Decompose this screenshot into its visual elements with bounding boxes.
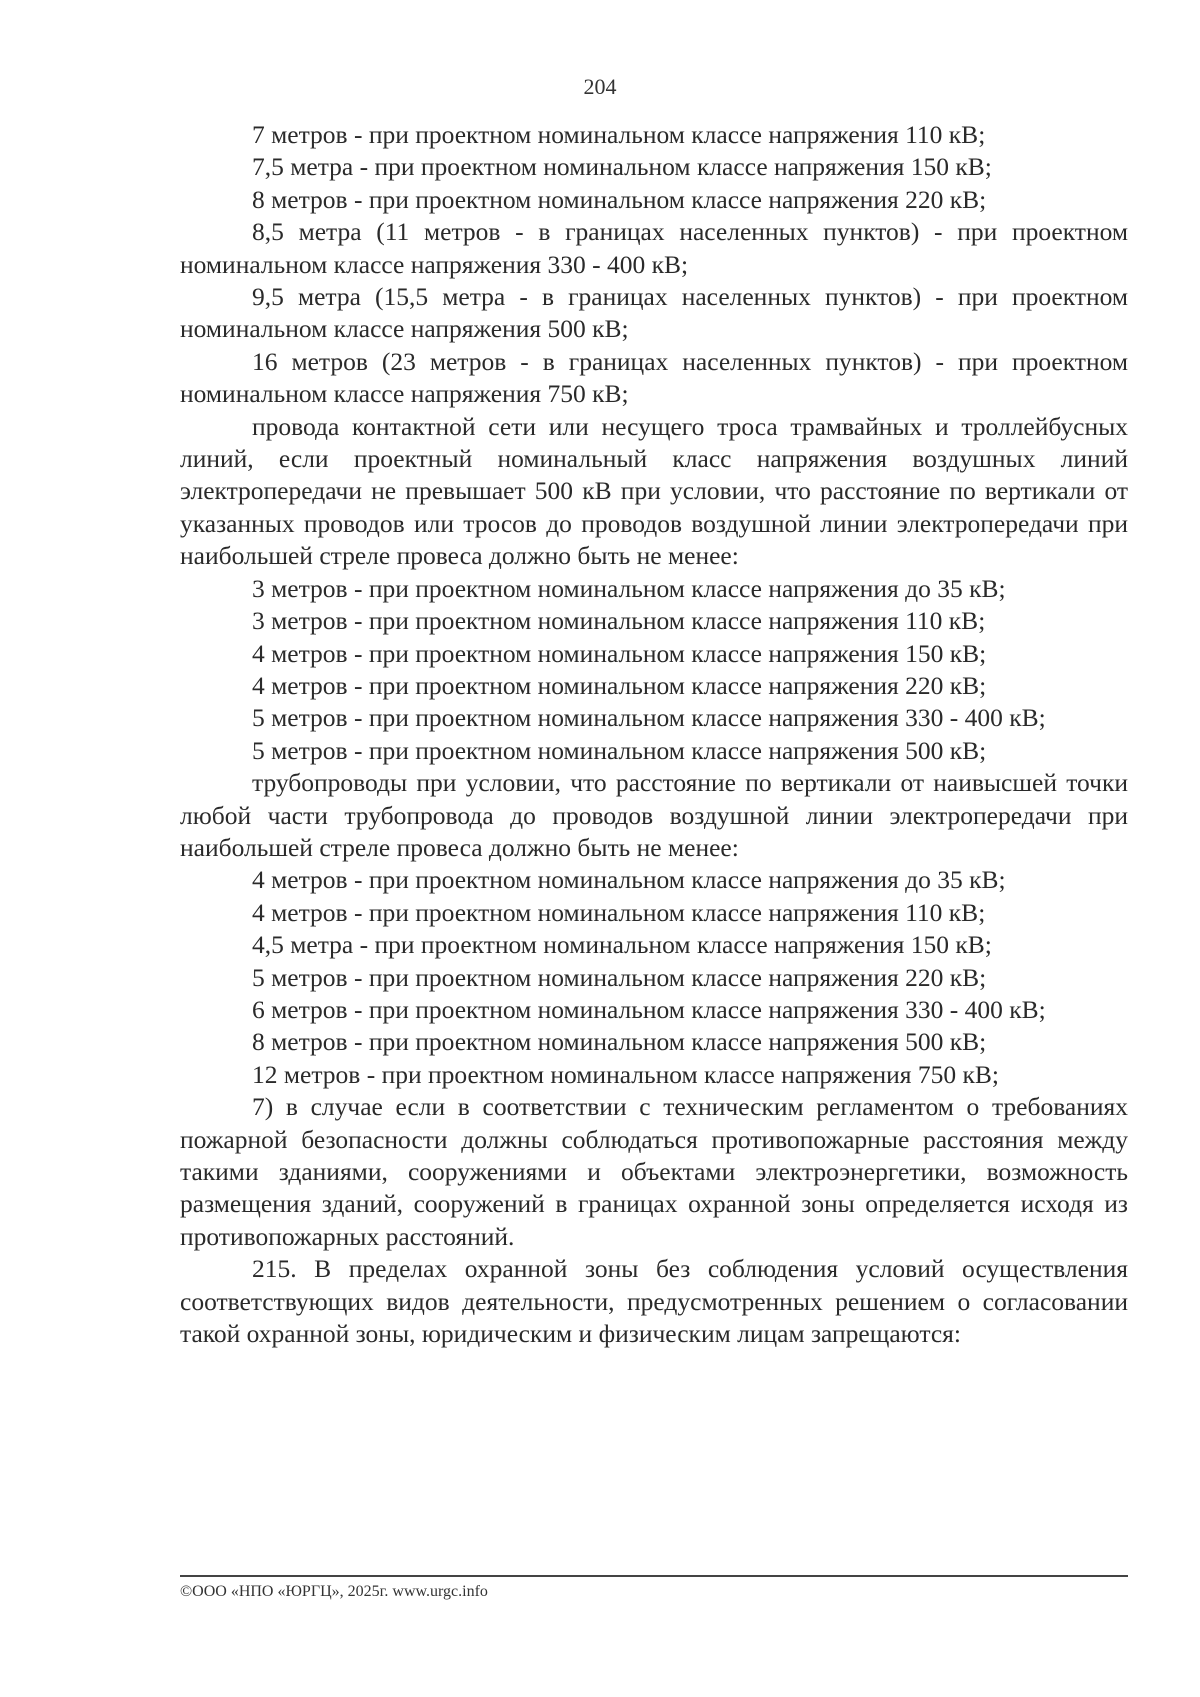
document-paragraph: 7) в случае если в соответствии с техническим регламентом о требованиях пожарной безопасности должны соблюдаться противопожарные расстояния между такими зданиями, сооружениями и объектами электроэнергетики, возможность размещения зданий, сооружений в границах охранной зоны определяется исходя из противопожарных расстояний.	[180, 1092, 1128, 1251]
document-body	[180, 119, 1128, 1350]
document-paragraph: 3 метров - при проектном номинальном классе напряжения до 35 кВ;	[252, 573, 1006, 603]
footer-copyright: ©ООО «НПО «ЮРГЦ», 2025г. www.urgc.info	[180, 1583, 488, 1600]
document-paragraph: 6 метров - при проектном номинальном классе напряжения 330 - 400 кВ;	[252, 994, 1046, 1024]
document-paragraph: 7 метров - при проектном номинальном классе напряжения 110 кВ;	[252, 120, 986, 149]
document-paragraph: 215. В пределах охранной зоны без соблюдения условий осуществления соответствующих видов деятельности, предусмотренных решением о согласовании такой охранной зоны, юридическим и физическим лицам запрещаются:	[180, 1254, 1128, 1349]
document-paragraph: 5 метров - при проектном номинальном классе напряжения 500 кВ;	[252, 735, 987, 765]
document-paragraph: 4 метров - при проектном номинальном классе напряжения 150 кВ;	[252, 638, 987, 668]
document-paragraph: 5 метров - при проектном номинальном классе напряжения 330 - 400 кВ;	[252, 703, 1046, 733]
footer-divider	[180, 1575, 1128, 1577]
document-paragraph: 4 метров - при проектном номинальном классе напряжения 220 кВ;	[252, 670, 987, 700]
document-paragraph: 8 метров - при проектном номинальном классе напряжения 220 кВ;	[252, 184, 987, 214]
document-paragraph: 5 метров - при проектном номинальном классе напряжения 220 кВ;	[252, 962, 987, 992]
document-paragraph: провода контактной сети или несущего троса трамвайных и троллейбусных линий, если проектный номинальный класс напряжения воздушных линий электропередачи не превышает 500 кВ при условии, что расстояние по вертикали от указанных проводов или тросов до проводов воздушной линии электропередачи при наибольшей стреле провеса должно быть не менее:	[180, 411, 1128, 571]
page-number: 204	[583, 74, 617, 99]
document-paragraph: 4 метров - при проектном номинальном классе напряжения 110 кВ;	[252, 897, 986, 927]
document-paragraph: 16 метров (23 метров - в границах населенных пунктов) - при проектном номинальном классе напряжения 750 кВ;	[180, 346, 1128, 409]
document-paragraph: 4 метров - при проектном номинальном классе напряжения до 35 кВ;	[252, 865, 1006, 895]
document-paragraph: 8 метров - при проектном номинальном классе напряжения 500 кВ;	[252, 1027, 987, 1057]
document-paragraph: 9,5 метра (15,5 метра - в границах населенных пунктов) - при проектном номинальном классе напряжения 500 кВ;	[180, 282, 1128, 344]
document-paragraph: 7,5 метра - при проектном номинальном классе напряжения 150 кВ;	[252, 152, 992, 182]
document-paragraph: 8,5 метра (11 метров - в границах населенных пунктов) - при проектном номинальном классе напряжения 330 - 400 кВ;	[180, 217, 1128, 279]
document-paragraph: 3 метров - при проектном номинальном классе напряжения 110 кВ;	[252, 606, 986, 636]
document-paragraph: трубопроводы при условии, что расстояние по вертикали от наивысшей точки любой части трубопровода до проводов воздушной линии электропередачи при наибольшей стреле провеса должно быть не менее:	[180, 768, 1128, 862]
document-paragraph: 12 метров - при проектном номинальном классе напряжения 750 кВ;	[252, 1059, 999, 1089]
document-paragraph: 4,5 метра - при проектном номинальном классе напряжения 150 кВ;	[252, 930, 992, 960]
